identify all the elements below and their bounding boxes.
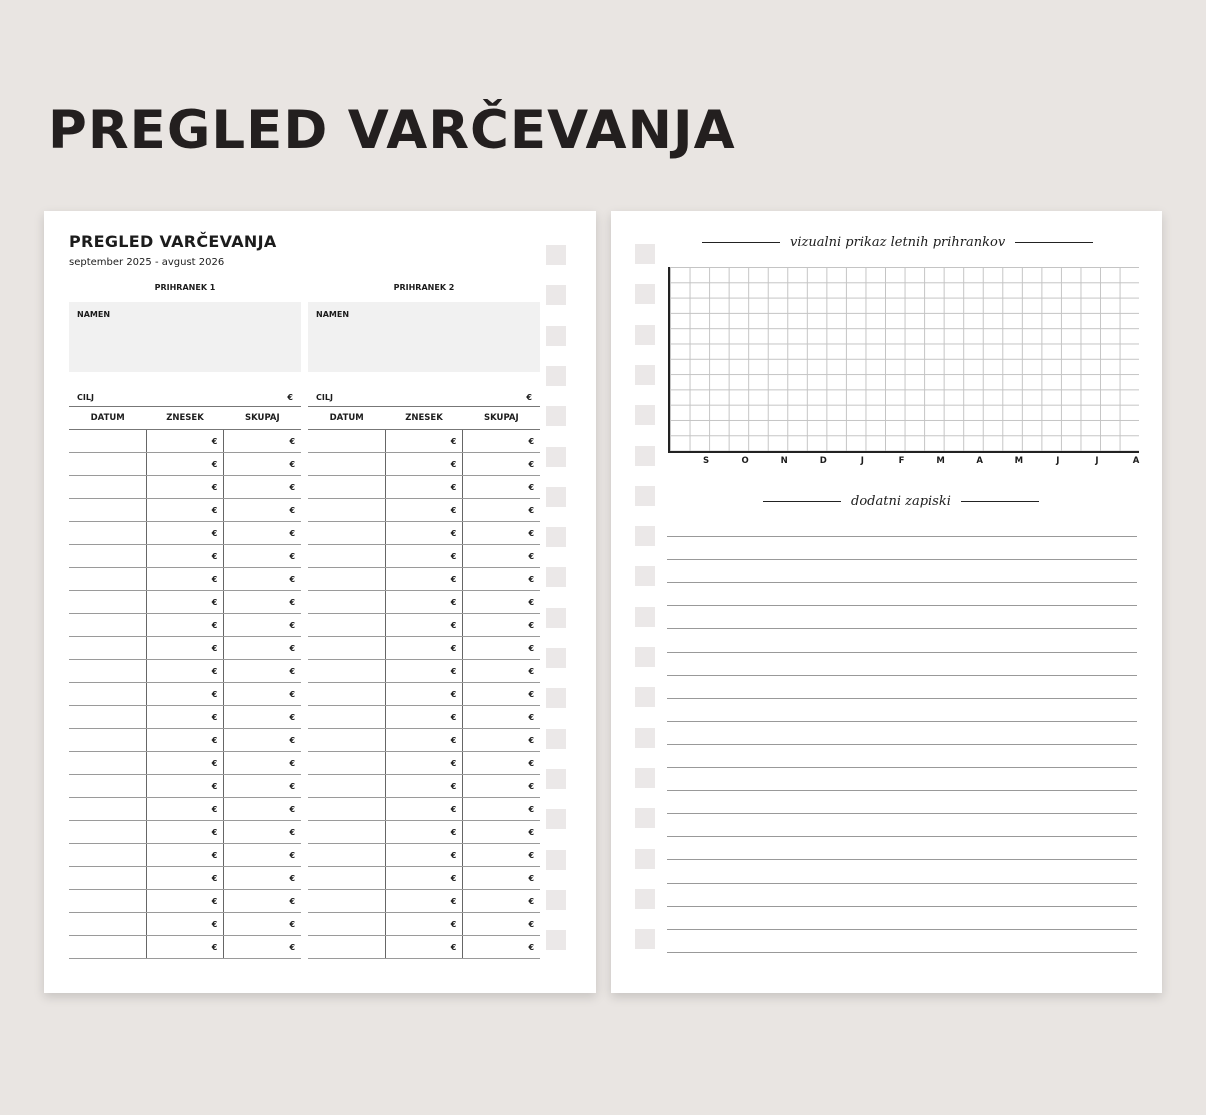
amount-cell[interactable]: € xyxy=(146,775,224,797)
total-cell[interactable]: € xyxy=(462,867,540,889)
amount-cell[interactable]: € xyxy=(385,844,463,866)
amount-cell[interactable]: € xyxy=(146,568,224,590)
month-label: S xyxy=(702,456,710,466)
date-cell[interactable] xyxy=(69,936,146,958)
amount-cell[interactable]: € xyxy=(146,453,224,475)
note-line[interactable] xyxy=(667,559,1137,560)
table-row[interactable] xyxy=(308,660,540,683)
table-row[interactable] xyxy=(69,660,301,683)
index-tab[interactable] xyxy=(546,285,566,305)
total-cell[interactable]: € xyxy=(223,591,301,613)
date-cell[interactable] xyxy=(69,522,146,544)
table-row[interactable] xyxy=(69,499,301,522)
date-cell[interactable] xyxy=(69,752,146,774)
note-line[interactable] xyxy=(667,605,1137,606)
table-row[interactable] xyxy=(69,867,301,890)
column-header: DATUM xyxy=(90,413,125,423)
date-cell[interactable] xyxy=(69,683,146,705)
table-row[interactable] xyxy=(308,522,540,545)
date-cell[interactable] xyxy=(308,591,385,613)
page-title: PREGLED VARČEVANJA xyxy=(69,232,277,251)
date-cell[interactable] xyxy=(308,453,385,475)
index-tab[interactable] xyxy=(546,850,566,870)
month-label: J xyxy=(1056,456,1060,466)
date-cell[interactable] xyxy=(308,775,385,797)
note-line[interactable] xyxy=(667,628,1137,629)
total-cell[interactable]: € xyxy=(223,476,301,498)
date-cell[interactable] xyxy=(69,453,146,475)
table-row[interactable] xyxy=(308,568,540,591)
date-cell[interactable] xyxy=(69,821,146,843)
total-cell[interactable]: € xyxy=(462,522,540,544)
index-tab[interactable] xyxy=(546,769,566,789)
table-row[interactable] xyxy=(69,936,301,959)
total-cell[interactable]: € xyxy=(462,637,540,659)
table-row[interactable] xyxy=(308,867,540,890)
note-line[interactable] xyxy=(667,906,1137,907)
table-row[interactable] xyxy=(69,614,301,637)
table-row[interactable] xyxy=(308,499,540,522)
table-row[interactable] xyxy=(69,637,301,660)
date-cell[interactable] xyxy=(308,522,385,544)
table-row[interactable] xyxy=(69,545,301,568)
date-cell[interactable] xyxy=(69,545,146,567)
notes-heading: dodatni zapiski xyxy=(763,494,1039,509)
amount-cell[interactable]: € xyxy=(385,752,463,774)
total-cell[interactable]: € xyxy=(223,568,301,590)
table-row[interactable] xyxy=(69,591,301,614)
total-cell[interactable]: € xyxy=(462,476,540,498)
purpose-field[interactable]: NAMEN xyxy=(308,302,540,372)
index-tab[interactable] xyxy=(546,930,566,950)
amount-cell[interactable]: € xyxy=(385,637,463,659)
total-cell[interactable]: € xyxy=(223,936,301,958)
date-cell[interactable] xyxy=(308,706,385,728)
date-cell[interactable] xyxy=(69,775,146,797)
table-row[interactable] xyxy=(308,913,540,936)
amount-cell[interactable]: € xyxy=(146,798,224,820)
date-cell[interactable] xyxy=(69,706,146,728)
column-header: ZNESEK xyxy=(166,413,204,423)
month-label: J xyxy=(860,456,864,466)
table-row[interactable] xyxy=(308,476,540,499)
note-line[interactable] xyxy=(667,883,1137,884)
date-cell[interactable] xyxy=(308,499,385,521)
column-header: SKUPAJ xyxy=(244,413,280,423)
index-tab[interactable] xyxy=(635,889,655,909)
index-tab[interactable] xyxy=(635,446,655,466)
table-row[interactable] xyxy=(308,729,540,752)
date-cell[interactable] xyxy=(69,660,146,682)
table-row[interactable] xyxy=(308,637,540,660)
date-cell[interactable] xyxy=(308,430,385,452)
amount-cell[interactable]: € xyxy=(146,890,224,912)
month-label: O xyxy=(741,456,749,466)
index-tab[interactable] xyxy=(635,768,655,788)
total-cell[interactable]: € xyxy=(462,706,540,728)
date-cell[interactable] xyxy=(308,752,385,774)
right-page xyxy=(611,211,1162,993)
index-tab[interactable] xyxy=(546,890,566,910)
total-cell[interactable]: € xyxy=(223,752,301,774)
table-row[interactable] xyxy=(69,798,301,821)
amount-cell[interactable]: € xyxy=(146,683,224,705)
date-cell[interactable] xyxy=(308,936,385,958)
date-cell[interactable] xyxy=(69,844,146,866)
table-row[interactable] xyxy=(308,890,540,913)
index-tab[interactable] xyxy=(546,809,566,829)
amount-cell[interactable]: € xyxy=(146,867,224,889)
total-cell[interactable]: € xyxy=(223,913,301,935)
note-line[interactable] xyxy=(667,652,1137,653)
date-cell[interactable] xyxy=(69,499,146,521)
amount-cell[interactable]: € xyxy=(385,453,463,475)
index-tab[interactable] xyxy=(635,929,655,949)
amount-cell[interactable]: € xyxy=(146,637,224,659)
index-tab[interactable] xyxy=(546,366,566,386)
date-cell[interactable] xyxy=(308,637,385,659)
index-tab[interactable] xyxy=(635,607,655,627)
note-line[interactable] xyxy=(667,767,1137,768)
table-row[interactable] xyxy=(308,683,540,706)
total-cell[interactable]: € xyxy=(223,499,301,521)
table-row[interactable] xyxy=(308,844,540,867)
date-cell[interactable] xyxy=(69,614,146,636)
index-tab[interactable] xyxy=(546,487,566,507)
note-line[interactable] xyxy=(667,744,1137,745)
table-row[interactable] xyxy=(69,729,301,752)
amount-cell[interactable]: € xyxy=(146,660,224,682)
month-label: D xyxy=(819,456,827,466)
amount-cell[interactable]: € xyxy=(385,890,463,912)
total-cell[interactable]: € xyxy=(223,660,301,682)
total-cell[interactable]: € xyxy=(462,660,540,682)
month-label: N xyxy=(780,456,788,466)
table-row[interactable] xyxy=(69,752,301,775)
amount-cell[interactable]: € xyxy=(146,499,224,521)
amount-cell[interactable]: € xyxy=(146,545,224,567)
total-cell[interactable]: € xyxy=(223,890,301,912)
index-tab[interactable] xyxy=(635,647,655,667)
table-row[interactable] xyxy=(308,430,540,453)
note-line[interactable] xyxy=(667,813,1137,814)
total-cell[interactable]: € xyxy=(223,706,301,728)
index-tab[interactable] xyxy=(546,245,566,265)
total-cell[interactable]: € xyxy=(462,568,540,590)
table-row[interactable] xyxy=(69,522,301,545)
amount-cell[interactable]: € xyxy=(385,660,463,682)
amount-cell[interactable]: € xyxy=(146,591,224,613)
amount-cell[interactable]: € xyxy=(146,844,224,866)
note-line[interactable] xyxy=(667,929,1137,930)
amount-cell[interactable]: € xyxy=(146,476,224,498)
total-cell[interactable]: € xyxy=(462,729,540,751)
month-label: A xyxy=(976,456,983,466)
index-tab[interactable] xyxy=(635,486,655,506)
index-tab[interactable] xyxy=(546,527,566,547)
amount-cell[interactable]: € xyxy=(385,936,463,958)
date-cell[interactable] xyxy=(308,476,385,498)
amount-cell[interactable]: € xyxy=(385,706,463,728)
date-cell[interactable] xyxy=(69,591,146,613)
total-cell[interactable]: € xyxy=(223,522,301,544)
index-tab[interactable] xyxy=(546,406,566,426)
amount-cell[interactable]: € xyxy=(146,936,224,958)
amount-cell[interactable]: € xyxy=(146,729,224,751)
date-cell[interactable] xyxy=(308,798,385,820)
month-label: M xyxy=(936,456,945,466)
chart-heading: vizualni prikaz letnih prihrankov xyxy=(702,235,1093,250)
date-cell[interactable] xyxy=(308,890,385,912)
table-row[interactable] xyxy=(69,844,301,867)
table-row[interactable] xyxy=(69,683,301,706)
amount-cell[interactable]: € xyxy=(385,614,463,636)
index-tab[interactable] xyxy=(546,648,566,668)
table-row[interactable] xyxy=(308,752,540,775)
note-line[interactable] xyxy=(667,859,1137,860)
total-cell[interactable]: € xyxy=(223,430,301,452)
amount-cell[interactable]: € xyxy=(385,683,463,705)
total-cell[interactable]: € xyxy=(223,729,301,751)
table-row[interactable] xyxy=(308,936,540,959)
total-cell[interactable]: € xyxy=(462,821,540,843)
note-line[interactable] xyxy=(667,952,1137,953)
amount-cell[interactable]: € xyxy=(146,522,224,544)
amount-cell[interactable]: € xyxy=(385,867,463,889)
total-cell[interactable]: € xyxy=(462,545,540,567)
table-row[interactable] xyxy=(69,775,301,798)
index-tab[interactable] xyxy=(635,849,655,869)
month-label: J xyxy=(1095,456,1099,466)
total-cell[interactable]: € xyxy=(223,844,301,866)
table-row[interactable] xyxy=(69,913,301,936)
table-row[interactable] xyxy=(69,706,301,729)
table-row[interactable] xyxy=(308,798,540,821)
month-label: F xyxy=(898,456,905,466)
index-tab[interactable] xyxy=(546,326,566,346)
amount-cell[interactable]: € xyxy=(385,591,463,613)
date-cell[interactable] xyxy=(69,867,146,889)
date-cell[interactable] xyxy=(308,867,385,889)
amount-cell[interactable]: € xyxy=(146,913,224,935)
hero-title: PREGLED VARČEVANJA xyxy=(48,100,736,161)
table-row[interactable] xyxy=(69,430,301,453)
month-label: M xyxy=(1014,456,1024,466)
total-cell[interactable]: € xyxy=(462,798,540,820)
amount-cell[interactable]: € xyxy=(146,706,224,728)
date-cell[interactable] xyxy=(308,913,385,935)
left-page xyxy=(44,211,596,993)
date-cell[interactable] xyxy=(308,729,385,751)
savings-column-2 xyxy=(308,283,540,959)
index-tab[interactable] xyxy=(546,688,566,708)
table-row[interactable] xyxy=(308,614,540,637)
total-cell[interactable]: € xyxy=(462,752,540,774)
amount-cell[interactable]: € xyxy=(385,430,463,452)
amount-cell[interactable]: € xyxy=(385,798,463,820)
table-row[interactable] xyxy=(308,545,540,568)
date-cell[interactable] xyxy=(308,844,385,866)
date-cell[interactable] xyxy=(308,568,385,590)
index-tab[interactable] xyxy=(635,405,655,425)
index-tab[interactable] xyxy=(635,808,655,828)
date-cell[interactable] xyxy=(69,913,146,935)
total-cell[interactable]: € xyxy=(223,867,301,889)
table-row[interactable] xyxy=(308,821,540,844)
index-tab[interactable] xyxy=(546,608,566,628)
amount-cell[interactable]: € xyxy=(146,614,224,636)
note-line[interactable] xyxy=(667,698,1137,699)
table-row[interactable] xyxy=(69,890,301,913)
total-cell[interactable]: € xyxy=(462,844,540,866)
amount-cell[interactable]: € xyxy=(385,499,463,521)
note-line[interactable] xyxy=(667,675,1137,676)
note-line[interactable] xyxy=(667,836,1137,837)
table-header xyxy=(308,407,540,430)
column-header: DATUM xyxy=(329,413,364,423)
amount-cell[interactable]: € xyxy=(385,821,463,843)
total-cell[interactable]: € xyxy=(223,798,301,820)
total-cell[interactable]: € xyxy=(462,683,540,705)
total-cell[interactable]: € xyxy=(462,430,540,452)
index-tab[interactable] xyxy=(546,729,566,749)
total-cell[interactable]: € xyxy=(223,453,301,475)
date-cell[interactable] xyxy=(308,660,385,682)
total-cell[interactable]: € xyxy=(462,591,540,613)
column-header: SKUPAJ xyxy=(483,413,519,423)
date-cell[interactable] xyxy=(69,568,146,590)
date-cell[interactable] xyxy=(308,545,385,567)
date-cell[interactable] xyxy=(69,798,146,820)
savings-grid-chart[interactable] xyxy=(668,267,1139,453)
total-cell[interactable]: € xyxy=(223,775,301,797)
table-row[interactable] xyxy=(69,568,301,591)
total-cell[interactable]: € xyxy=(462,453,540,475)
amount-cell[interactable]: € xyxy=(385,545,463,567)
purpose-field[interactable]: NAMEN xyxy=(69,302,301,372)
date-cell[interactable] xyxy=(69,430,146,452)
goal-field[interactable]: CILJ € xyxy=(308,388,540,407)
index-tab[interactable] xyxy=(635,728,655,748)
table-row[interactable] xyxy=(308,453,540,476)
note-line[interactable] xyxy=(667,721,1137,722)
date-cell[interactable] xyxy=(69,729,146,751)
amount-cell[interactable]: € xyxy=(146,430,224,452)
date-cell[interactable] xyxy=(308,614,385,636)
table-row[interactable] xyxy=(69,476,301,499)
total-cell[interactable]: € xyxy=(462,936,540,958)
total-cell[interactable]: € xyxy=(462,890,540,912)
savings-header: PRIHRANEK 1 xyxy=(154,283,216,292)
index-tab[interactable] xyxy=(635,526,655,546)
date-cell[interactable] xyxy=(69,476,146,498)
amount-cell[interactable]: € xyxy=(385,913,463,935)
savings-column-1 xyxy=(69,283,301,959)
date-cell[interactable] xyxy=(69,637,146,659)
amount-cell[interactable]: € xyxy=(385,729,463,751)
savings-header: PRIHRANEK 2 xyxy=(393,283,455,292)
column-header: ZNESEK xyxy=(405,413,443,423)
note-line[interactable] xyxy=(667,790,1137,791)
date-cell[interactable] xyxy=(69,890,146,912)
total-cell[interactable]: € xyxy=(223,821,301,843)
amount-cell[interactable]: € xyxy=(146,821,224,843)
total-cell[interactable]: € xyxy=(462,913,540,935)
index-tab[interactable] xyxy=(635,244,655,264)
table-header xyxy=(69,407,301,430)
date-cell[interactable] xyxy=(308,821,385,843)
total-cell[interactable]: € xyxy=(223,637,301,659)
month-axis xyxy=(668,456,1157,470)
total-cell[interactable]: € xyxy=(223,614,301,636)
goal-field[interactable]: CILJ € xyxy=(69,388,301,407)
month-label: A xyxy=(1132,456,1140,466)
index-tab[interactable] xyxy=(546,447,566,467)
index-tab[interactable] xyxy=(635,284,655,304)
total-cell[interactable]: € xyxy=(462,614,540,636)
amount-cell[interactable]: € xyxy=(385,775,463,797)
note-line[interactable] xyxy=(667,536,1137,537)
index-tab[interactable] xyxy=(546,567,566,587)
total-cell[interactable]: € xyxy=(223,545,301,567)
index-tab[interactable] xyxy=(635,365,655,385)
index-tab[interactable] xyxy=(635,325,655,345)
index-tab[interactable] xyxy=(635,687,655,707)
total-cell[interactable]: € xyxy=(462,775,540,797)
index-tab[interactable] xyxy=(635,566,655,586)
amount-cell[interactable]: € xyxy=(385,522,463,544)
table-row[interactable] xyxy=(308,706,540,729)
table-row[interactable] xyxy=(308,591,540,614)
page-subtitle: september 2025 - avgust 2026 xyxy=(69,257,225,268)
total-cell[interactable]: € xyxy=(223,683,301,705)
table-row[interactable] xyxy=(69,821,301,844)
date-cell[interactable] xyxy=(308,683,385,705)
amount-cell[interactable]: € xyxy=(146,752,224,774)
total-cell[interactable]: € xyxy=(462,499,540,521)
amount-cell[interactable]: € xyxy=(385,568,463,590)
amount-cell[interactable]: € xyxy=(385,476,463,498)
note-line[interactable] xyxy=(667,582,1137,583)
table-row[interactable] xyxy=(308,775,540,798)
table-row[interactable] xyxy=(69,453,301,476)
